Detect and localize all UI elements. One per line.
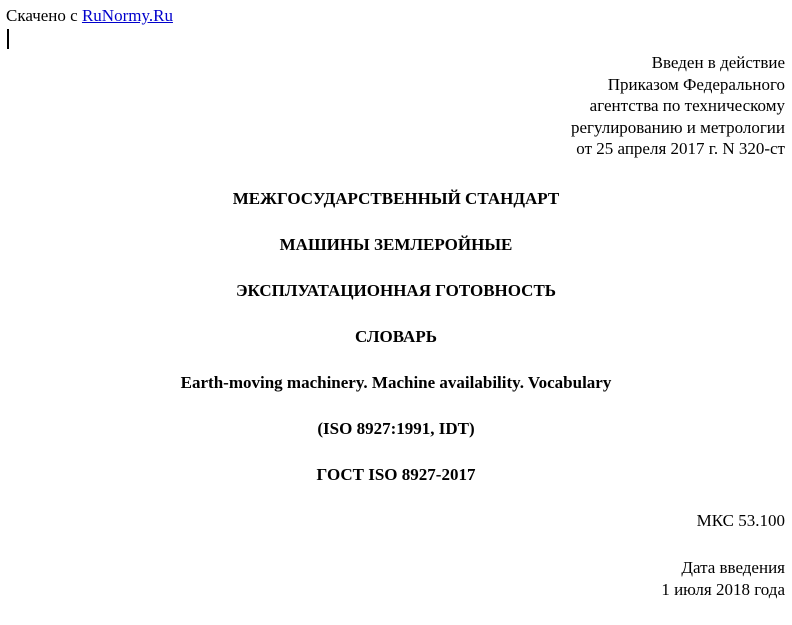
intro-line: от 25 апреля 2017 г. N 320-ст: [576, 139, 785, 158]
effective-date-label: Дата введения: [681, 558, 785, 577]
intro-line: регулированию и метрологии: [570, 117, 785, 137]
source-link[interactable]: RuNormy.Ru: [81, 6, 173, 25]
effective-date-value: 1 июля 2018 года: [661, 579, 785, 599]
english-title: Earth-moving machinery. Machine availability. Vocabulary: [180, 373, 612, 392]
intro-line: Приказом Федерального: [607, 74, 785, 94]
iso-reference: (ISO 8927:1991, IDT): [317, 419, 475, 438]
source-line: [6, 6, 173, 26]
mks-code: МКС 53.100: [696, 511, 785, 530]
intro-line: агентства по техническому: [589, 96, 785, 115]
gost-number: ГОСТ ISO 8927-2017: [316, 465, 476, 484]
title-line-2: ЭКСПЛУАТАЦИОННАЯ ГОТОВНОСТЬ: [235, 281, 557, 300]
standard-type-heading: МЕЖГОСУДАРСТВЕННЫЙ СТАНДАРТ: [232, 189, 560, 208]
intro-line: Введен в действие: [651, 53, 785, 72]
text-cursor: [7, 29, 9, 49]
title-line-3: СЛОВАРЬ: [355, 327, 437, 346]
title-line-1: МАШИНЫ ЗЕМЛЕРОЙНЫЕ: [279, 235, 513, 254]
intro-block: [571, 52, 785, 160]
source-prefix: Скачено с: [6, 6, 82, 25]
